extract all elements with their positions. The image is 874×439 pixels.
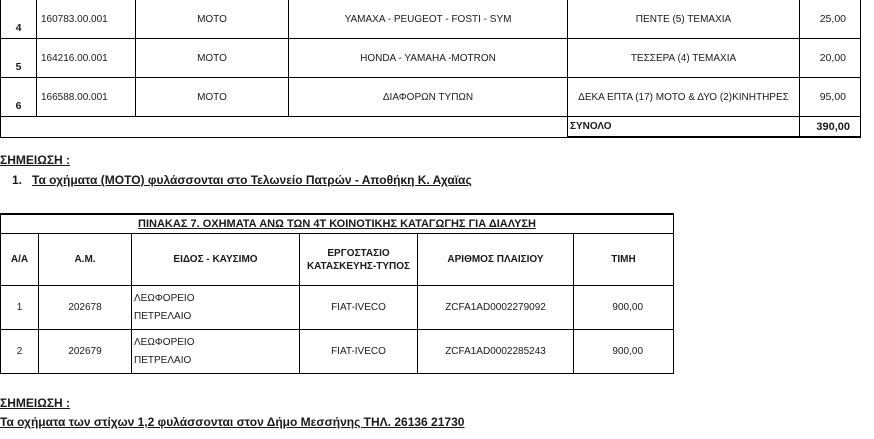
note-label: ΣΗΜΕΙΩΣΗ : xyxy=(0,396,71,410)
item-id: 164216.00.001 xyxy=(37,39,136,78)
table-row xyxy=(1,330,674,374)
row-factory: FIAT-IVECO xyxy=(300,330,418,374)
row-aa: 2 xyxy=(1,330,39,374)
row-number: 5 xyxy=(1,39,37,78)
item-id: 166588.00.001 xyxy=(37,78,136,117)
item-quantity: ΤΕΣΣΕΡΑ (4) ΤΕΜΑΧΙΑ xyxy=(568,39,800,78)
col-header-chassis: ΑΡΙΘΜΟΣ ΠΛΑΙΣΙΟΥ xyxy=(418,234,574,286)
note-text: Τα οχήματα (ΜΟΤΟ) φυλάσσονται στο Τελωνείο Πατρών - Αποθήκη Κ. Αχαϊας xyxy=(32,173,472,187)
item-type: ΜΟΤΟ xyxy=(136,39,289,78)
total-label: ΣΥΝΟΛΟ xyxy=(568,117,800,138)
item-id: 160783.00.001 xyxy=(37,0,136,39)
row-kind xyxy=(132,286,300,330)
item-quantity: ΔΕΚΑ ΕΠΤΑ (17) ΜΟΤΟ & ΔΥΟ (2)ΚΙΝΗΤΗΡΕΣ xyxy=(568,78,800,117)
table-row xyxy=(1,39,861,78)
row-chassis: ZCFA1AD0002279092 xyxy=(418,286,574,330)
vehicle-kind: ΛΕΩΦΟΡΕΙΟ xyxy=(134,292,195,304)
total-row xyxy=(1,117,861,138)
row-price: 900,00 xyxy=(574,330,674,374)
col-header-kind: ΕΙΔΟΣ - ΚΑΥΣΙΜΟ xyxy=(132,234,300,286)
col-header-aa: Α/Α xyxy=(1,234,39,286)
note-text: Τα οχήματα των στίχων 1,2 φυλάσσονται στον Δήμο Μεσσήνης ΤΗΛ. 26136 21730 xyxy=(0,415,465,429)
row-price: 900,00 xyxy=(574,286,674,330)
item-quantity: ΠΕΝΤΕ (5) ΤΕΜΑΧΙΑ xyxy=(568,0,800,39)
col-header-price: ΤΙΜΗ xyxy=(574,234,674,286)
note-label: ΣΗΜΕΙΩΣΗ : xyxy=(0,153,71,167)
note-line xyxy=(0,415,464,429)
col-header-factory: ΕΡΓΟΣΤΑΣΙΟ ΚΑΤΑΣΚΕΥΗΣ-ΤΥΠΟΣ xyxy=(300,234,418,286)
total-value: 390,00 xyxy=(800,117,861,138)
item-price: 25,00 xyxy=(800,0,861,39)
col-header-am: Α.Μ. xyxy=(39,234,132,286)
vehicles-table xyxy=(0,0,861,138)
table-header xyxy=(1,234,674,286)
row-am: 202679 xyxy=(39,330,132,374)
note-number: 1. xyxy=(12,173,23,187)
table-title: ΠΙΝΑΚΑΣ 7. ΟΧΗΜΑΤΑ ΑΝΩ ΤΩΝ 4Τ ΚΟΙΝΟΤΙΚΗΣ ΚΑΤΑΓΩΓΗΣ ΓΙΑ ΔΙΑΛΥΣΗ xyxy=(1,214,674,234)
row-number: 4 xyxy=(1,0,37,39)
row-factory: FIAT-IVECO xyxy=(300,286,418,330)
table-row xyxy=(1,78,861,117)
row-kind xyxy=(132,330,300,374)
fuel-type: ΠΕΤΡΕΛΑΙΟ xyxy=(134,354,192,366)
table-row xyxy=(1,0,861,39)
item-type: ΜΟΤΟ xyxy=(136,0,289,39)
note-line xyxy=(12,173,472,187)
vehicle-kind: ΛΕΩΦΟΡΕΙΟ xyxy=(134,336,195,348)
item-brands: YAMAXA - PEUGEOT - FOSTI - SYM xyxy=(289,0,568,39)
item-price: 95,00 xyxy=(800,78,861,117)
row-am: 202678 xyxy=(39,286,132,330)
fuel-type: ΠΕΤΡΕΛΑΙΟ xyxy=(134,310,192,322)
item-price: 20,00 xyxy=(800,39,861,78)
row-aa: 1 xyxy=(1,286,39,330)
row-number: 6 xyxy=(1,78,37,117)
item-type: ΜΟΤΟ xyxy=(136,78,289,117)
buses-table xyxy=(0,213,674,374)
item-brands: HONDA - YAMAHA -MOTRON xyxy=(289,39,568,78)
item-brands: ΔΙΑΦΟΡΩΝ ΤΥΠΩΝ xyxy=(289,78,568,117)
row-chassis: ZCFA1AD0002285243 xyxy=(418,330,574,374)
table-row xyxy=(1,286,674,330)
total-spacer xyxy=(1,117,568,138)
